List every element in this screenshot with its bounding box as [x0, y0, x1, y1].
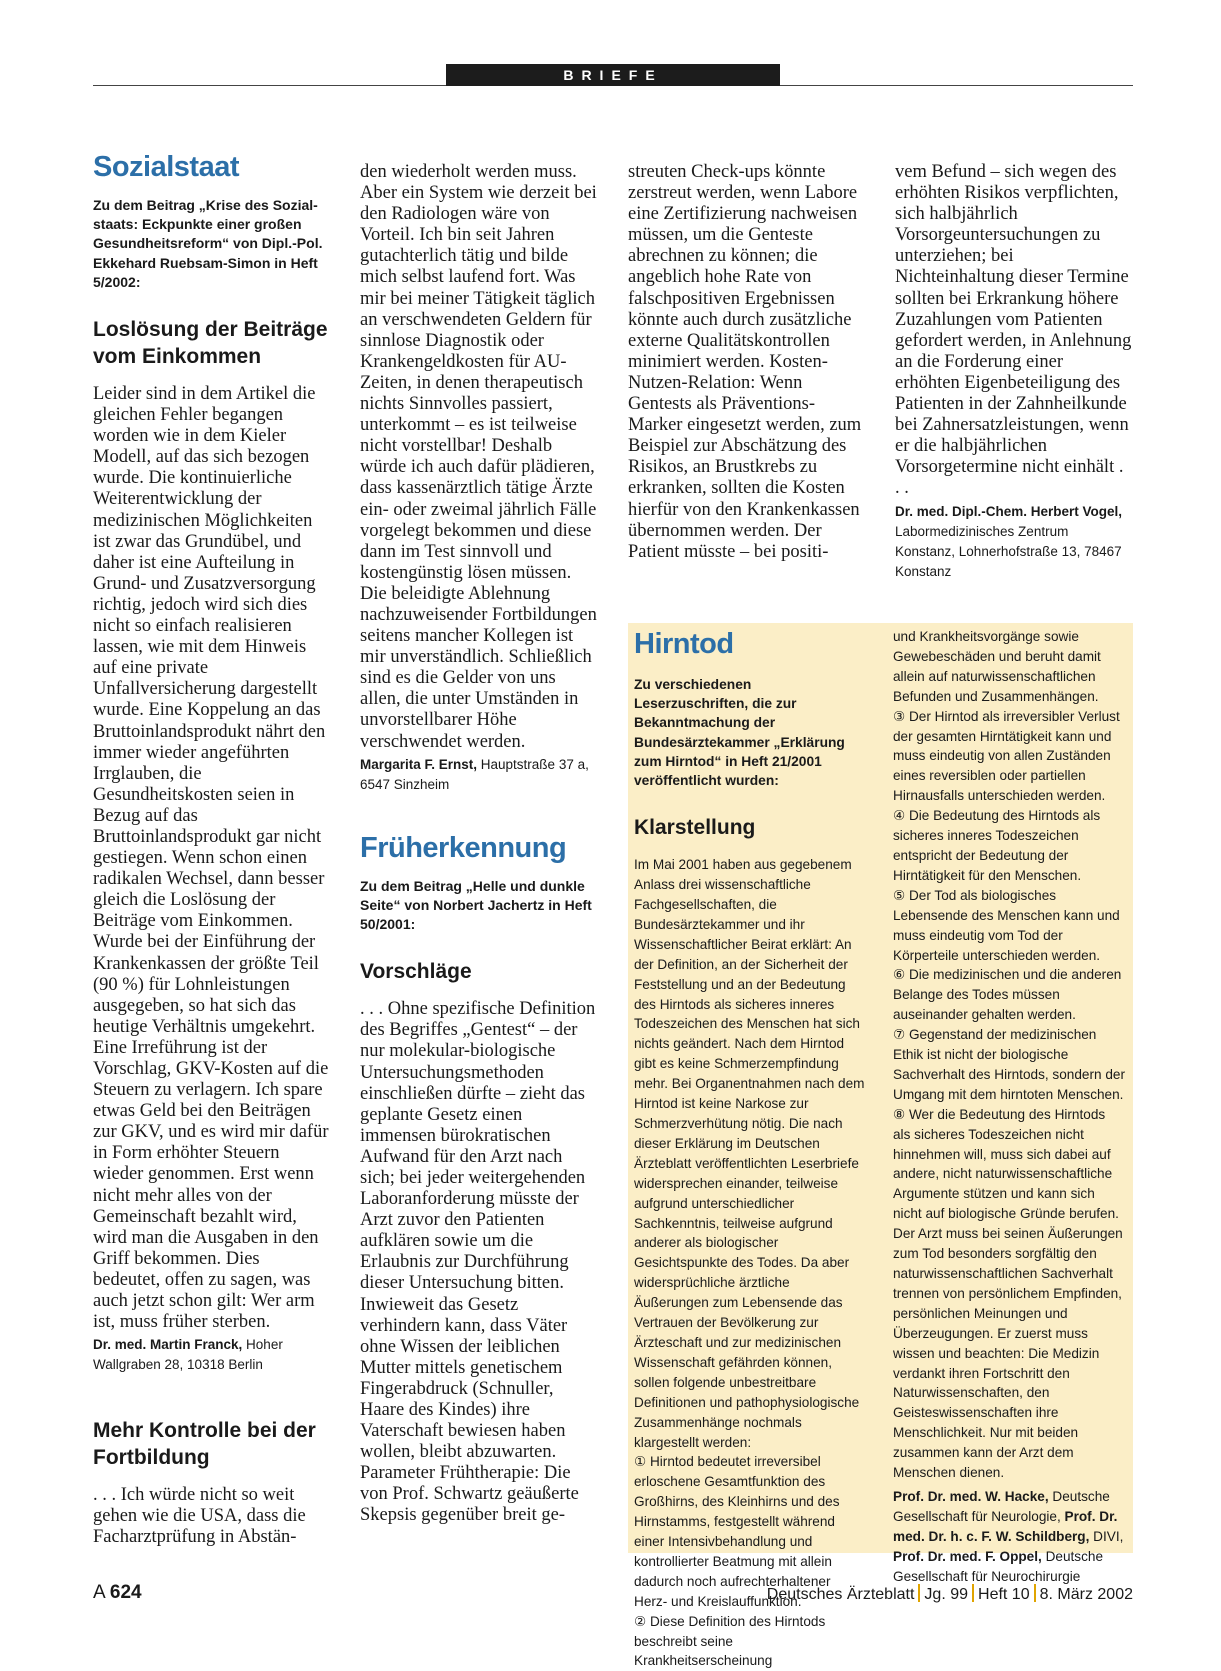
signature-name: Dr. med. Martin Franck,	[93, 1337, 243, 1353]
subhead-kontrolle: Mehr Kontrolle bei der Fortbildung	[93, 1419, 316, 1470]
section-label: BRIEFE	[446, 64, 780, 86]
signature-address: Hauptstraße 37 a, 6547 Sinzheim	[360, 756, 589, 792]
signature-address: Labormedizinisches Zentrum Konstanz, Lohnerhofstraße 13, 78467 Konstanz	[895, 523, 1122, 579]
signature-hirntod	[893, 1487, 1126, 1587]
subhead-losloesung: Loslösung der Beiträge vom Einkommen	[93, 318, 328, 369]
signature-ernst	[360, 755, 597, 795]
hirntod-column-2	[893, 627, 1126, 1587]
footer-separator	[972, 1584, 974, 1602]
signature-name: Margarita F. Ernst,	[360, 756, 478, 772]
letter-vogel-end: vem Befund – sich wegen des erhöhten Risikos verpflichten, sich halbjährlich Vorsorgeuntersuchungen zu unterziehen; bei Nichteinhaltung dieser Termine sollten bei Erkrankung höhere Zuzahlungen vom Patienten gefordert werden, in Anlehnung an die Forderung einer erhöhten Eigenbeteiligung des Patienten in der Zahnheilkunde bei Zahnersatzleistungen, wenn er die halbjährlichen Vorsorgetermine nicht einhält . . .	[895, 162, 1132, 499]
intro-frueherkennung: Zu dem Beitrag „Helle und dunkle Seite“ von Norbert Jachertz in Heft 50/2001:	[360, 877, 592, 933]
signature-org: DIVI,	[1089, 1528, 1124, 1544]
signature-name: Prof. Dr. med. Dr. h. c. F. W. Schildberg,	[893, 1508, 1118, 1544]
signature-vogel	[895, 502, 1132, 582]
signature-org: Deutsche Gesellschaft für Neurochirurgie	[893, 1548, 1104, 1584]
point-3: ③ Der Hirntod als irreversibler Verlust der gesamten Hirntätigkeit kann und muss eindeutig von allen Zuständen eines reversiblen oder partiellen Hirnausfalls unterschieden werden.	[893, 708, 1120, 804]
signature-name: Prof. Dr. med. W. Hacke,	[893, 1488, 1049, 1504]
intro-sozialstaat: Zu dem Beitrag „Krise des Sozialstaats: Eckpunkte einer großen Gesundheitsreform“ von Dipl.-Pol. Ekkehard Ruebsam-Simon in Heft 5/2002:	[93, 197, 323, 290]
letter-franck: Leider sind in dem Artikel die gleichen Fehler begangen worden wie in dem Kieler Modell, auf das sich bezogen wurde. Die kontinuierliche Weiterentwicklung der medizinischen Möglichkeiten ist zwar das Grundübel, und daher ist eine Aufteilung in Grund- und Zusatzversorgung richtig, jedoch wird sich dies nicht so einfach realisieren lassen, wie mit dem Hinweis auf eine private Unfallversicherung dargestellt wurde. Eine Koppelung an das Bruttoinlandsprodukt nährt den immer wieder angeführten Irrglauben, die Gesundheitskosten seien in Bezug auf das Bruttoinlandsprodukt gar nicht gestiegen. Wenn schon einen radikalen Wechsel, dann besser gleich die Loslösung der Beiträge vom Einkommen. Wurde bei der Einführung der Krankenkassen der größte Teil (90 %) für Lohnleistungen ausgegeben, so hat sich das heutige Verhältnis umgekehrt. Eine Irreführung ist der Vorschlag, GKV-Kosten auf die Steuern zu verlagern. Ich spare etwas Geld bei den Beiträgen zur GKV, und es wird mir dafür in Form erhöhter Steuern wieder genommen. Erst wenn nicht mehr alles von der Gemeinschaft bezahlt wird, wird man die Ausgaben in den Griff bekommen. Dies bedeutet, offen zu sagen, was auch jetzt schon gilt: Wer arm ist, muss früher sterben.	[93, 384, 329, 1333]
column-2	[360, 162, 597, 1527]
point-2-cont: und Krankheitsvorgänge sowie Gewebeschäden und beruht damit allein auf naturwissenschaftlichen Befunden und Zusammenhängen.	[893, 629, 1101, 704]
point-5: ⑤ Der Tod als biologisches Lebensende des Menschen kann und muss eindeutig vom Tod der Körperteile unterschieden werden.	[893, 887, 1120, 963]
point-4: ④ Die Bedeutung des Hirntods als sicheres inneres Todeszeichen entspricht der Bedeutung der Hirntätigkeit für den Menschen.	[893, 808, 1101, 883]
letter-vogel-cont: streuten Check-ups könnte zerstreut werden, wenn Labore eine Zertifizierung nachweisen müssen, um die Genteste abrechnen zu können; die angeblich hohe Rate von falschpositiven Ergebnissen könnte auch durch zusätzliche externe Qualitätskontrollen minimiert werden. Kosten-Nutzen-Relation: Wenn Gentests als Präventions-Marker eingesetzt werden, zum Beispiel zur Abschätzung des Risikos, an Brustkrebs zu erkranken, sollten die Kosten hierfür von den Krankenkassen übernommen werden. Der Patient müsste – bei positi-	[628, 162, 862, 562]
column-3	[628, 162, 865, 563]
point-8: ⑧ Wer die Bedeutung des Hirntods als sicheres Todeszeichen nicht hinnehmen will, muss sich dabei auf andere, nicht naturwissenschaftliche Argumente stützen und kann sich nicht auf biologische Gründe berufen. Der Arzt muss bei seinen Äußerungen zum Tod besonders sorgfältig den naturwissenschaftlichen Sachverhalt trennen von persönlichem Empfinden, persönlichen Meinungen und Überzeugungen. Er zuerst muss wissen und beachten: Die Medizin verdankt ihren Fortschritt den Naturwissenschaften, den Geisteswissenschaften ihre Menschlichkeit. Nur mit beiden zusammen kann der Arzt dem Menschen dienen.	[893, 1106, 1123, 1481]
column-4	[895, 162, 1132, 582]
page-prefix: A	[93, 1582, 110, 1603]
signature-name: Dr. med. Dipl.-Chem. Herbert Vogel,	[895, 503, 1123, 519]
letter-ernst-cont: den wiederholt werden muss. Aber ein System wie derzeit bei den Radiologen wäre von Vorteil. Ich bin seit Jahren gutachterlich tätig und bilde mich selbst laufend fort. Was mir bei meiner Tätigkeit täglich an verschwendeten Geldern für sinnlose Diagnostik oder Krankengeldkosten für AU-Zeiten, in denen therapeutisch nichts Sinnvolles passiert, unterkommt – es ist teilweise nicht vorstellbar! Deshalb würde ich auch dafür plädieren, dass kassenärztlich tätige Ärzte ein- oder zweimal jährlich Fälle vorgelegt bekommen und diese dann im Test sinnvoll und kostengünstig lösen müssen. Die beleidigte Ablehnung nachzuweisender Fortbildungen seitens mancher Kollegen ist mir unverständlich. Schließlich sind es die Gelder von uns allen, die unter Umständen in unvorstellbarer Höhe verschwendet werden.	[360, 162, 597, 752]
subhead-vorschlaege: Vorschläge	[360, 960, 472, 984]
page-number-value: 624	[109, 1582, 142, 1603]
column-1	[93, 150, 330, 1549]
signature-address: Hoher Wallgraben 28, 10318 Berlin	[93, 1337, 283, 1373]
subhead-klarstellung: Klarstellung	[634, 816, 756, 840]
signature-franck	[93, 1335, 330, 1375]
headline-sozialstaat: Sozialstaat	[93, 151, 239, 183]
headline-frueherkennung: Früherkennung	[360, 831, 567, 864]
journal-name: Deutsches Ärzteblatt	[766, 1586, 915, 1603]
letter-ernst-start: . . . Ich würde nicht so weit gehen wie die USA, dass die Facharztprüfung in Abstän-	[93, 1485, 306, 1548]
headline-hirntod: Hirntod	[634, 628, 734, 660]
point-2: ② Diese Definition des Hirntods beschreibt seine Krankheitserscheinung	[634, 1613, 826, 1669]
page-number	[93, 1582, 142, 1604]
klarstellung-text: Im Mai 2001 haben aus gegebenem Anlass drei wissenschaftliche Fachgesellschaften, die Bundesärztekammer und ihr Wissenschaftlicher Beirat erklärt: An der Definition, an der Sicherheit der Feststellung und an der Bedeutung des Hirntods als sicheres inneres Todeszeichen des Menschen hat sich nichts geändert. Nach dem Hirntod gibt es keine Schmerzempfindung mehr. Bei Organentnahmen nach dem Hirntod ist keine Narkose zur Schmerzverhütung nötig. Die nach dieser Erklärung im Deutschen Ärzteblatt veröffentlichten Leserbriefe widersprechen einander, teilweise aufgrund unterschiedlicher Sachkenntnis, teilweise aufgrund anderer als biologischer Gesichtspunkte des Todes. Da aber widersprüchliche ärztliche Äußerungen zum Lebensende das Vertrauen der Bevölkerung zur Ärzteschaft und zur medizinischen Wissenschaft gefährden können, sollen folgende unbestreitbare Definitionen und pathophysiologische Zusammenhänge nochmals klargestellt werden:	[634, 857, 865, 1450]
footer-separator	[918, 1584, 920, 1602]
signature-name: Prof. Dr. med. F. Oppel,	[893, 1548, 1042, 1564]
hirntod-column-1	[634, 627, 867, 1671]
journal-issue: Heft 10	[978, 1586, 1030, 1603]
journal-volume: Jg. 99	[924, 1586, 969, 1603]
footer-separator	[1034, 1584, 1036, 1602]
intro-hirntod: Zu verschiedenen Leserzuschriften, die zur Bekanntmachung der Bundesärztekammer „Erklärung zum Hirntod“ in Heft 21/2001 veröffentlicht wurden:	[634, 677, 845, 789]
point-7: ⑦ Gegenstand der medizinischen Ethik ist nicht der biologische Sachverhalt des Hirntods, sondern der Umgang mit dem hirntoten Menschen.	[893, 1027, 1125, 1102]
point-6: ⑥ Die medizinischen und die anderen Belange des Todes müssen auseinander gehalten werden.	[893, 967, 1122, 1023]
signature-org: Deutsche Gesellschaft für Neurologie,	[893, 1488, 1110, 1524]
letter-vogel-start: . . . Ohne spezifische Definition des Begriffes „Gentest“ – der nur molekular-biologische Untersuchungsmethoden einschließen dürfte – zieht das geplante Gesetz einen immensen bürokratischen Aufwand für den Arzt nach sich; bei jeder weitergehenden Laboranforderung müsste der Arzt zuvor den Patienten aufklären sowie um die Erlaubnis zur Durchführung dieser Untersuchung bitten. Inwieweit das Gesetz verhindern kann, dass Väter ohne Wissen der leiblichen Mutter mittels genetischem Fingerabdruck (Schnuller, Haare des Kindes) ihre Vaterschaft bewiesen haben wollen, bleibt abzuwarten. Parameter Frühtherapie: Die von Prof. Schwartz geäußerte Skepsis gegenüber breit ge-	[360, 999, 596, 1526]
footer-citation	[767, 1584, 1133, 1604]
point-1: ① Hirntod bedeutet irreversibel erloschene Gesamtfunktion des Großhirns, des Kleinhirns und des Hirnstamms, festgestellt während einer Intensivbehandlung und kontrollierter Beatmung mit allein dadurch noch aufrechterhaltener Herz- und Kreislauffunktion.	[634, 1454, 840, 1609]
journal-date: 8. März 2002	[1039, 1586, 1133, 1603]
